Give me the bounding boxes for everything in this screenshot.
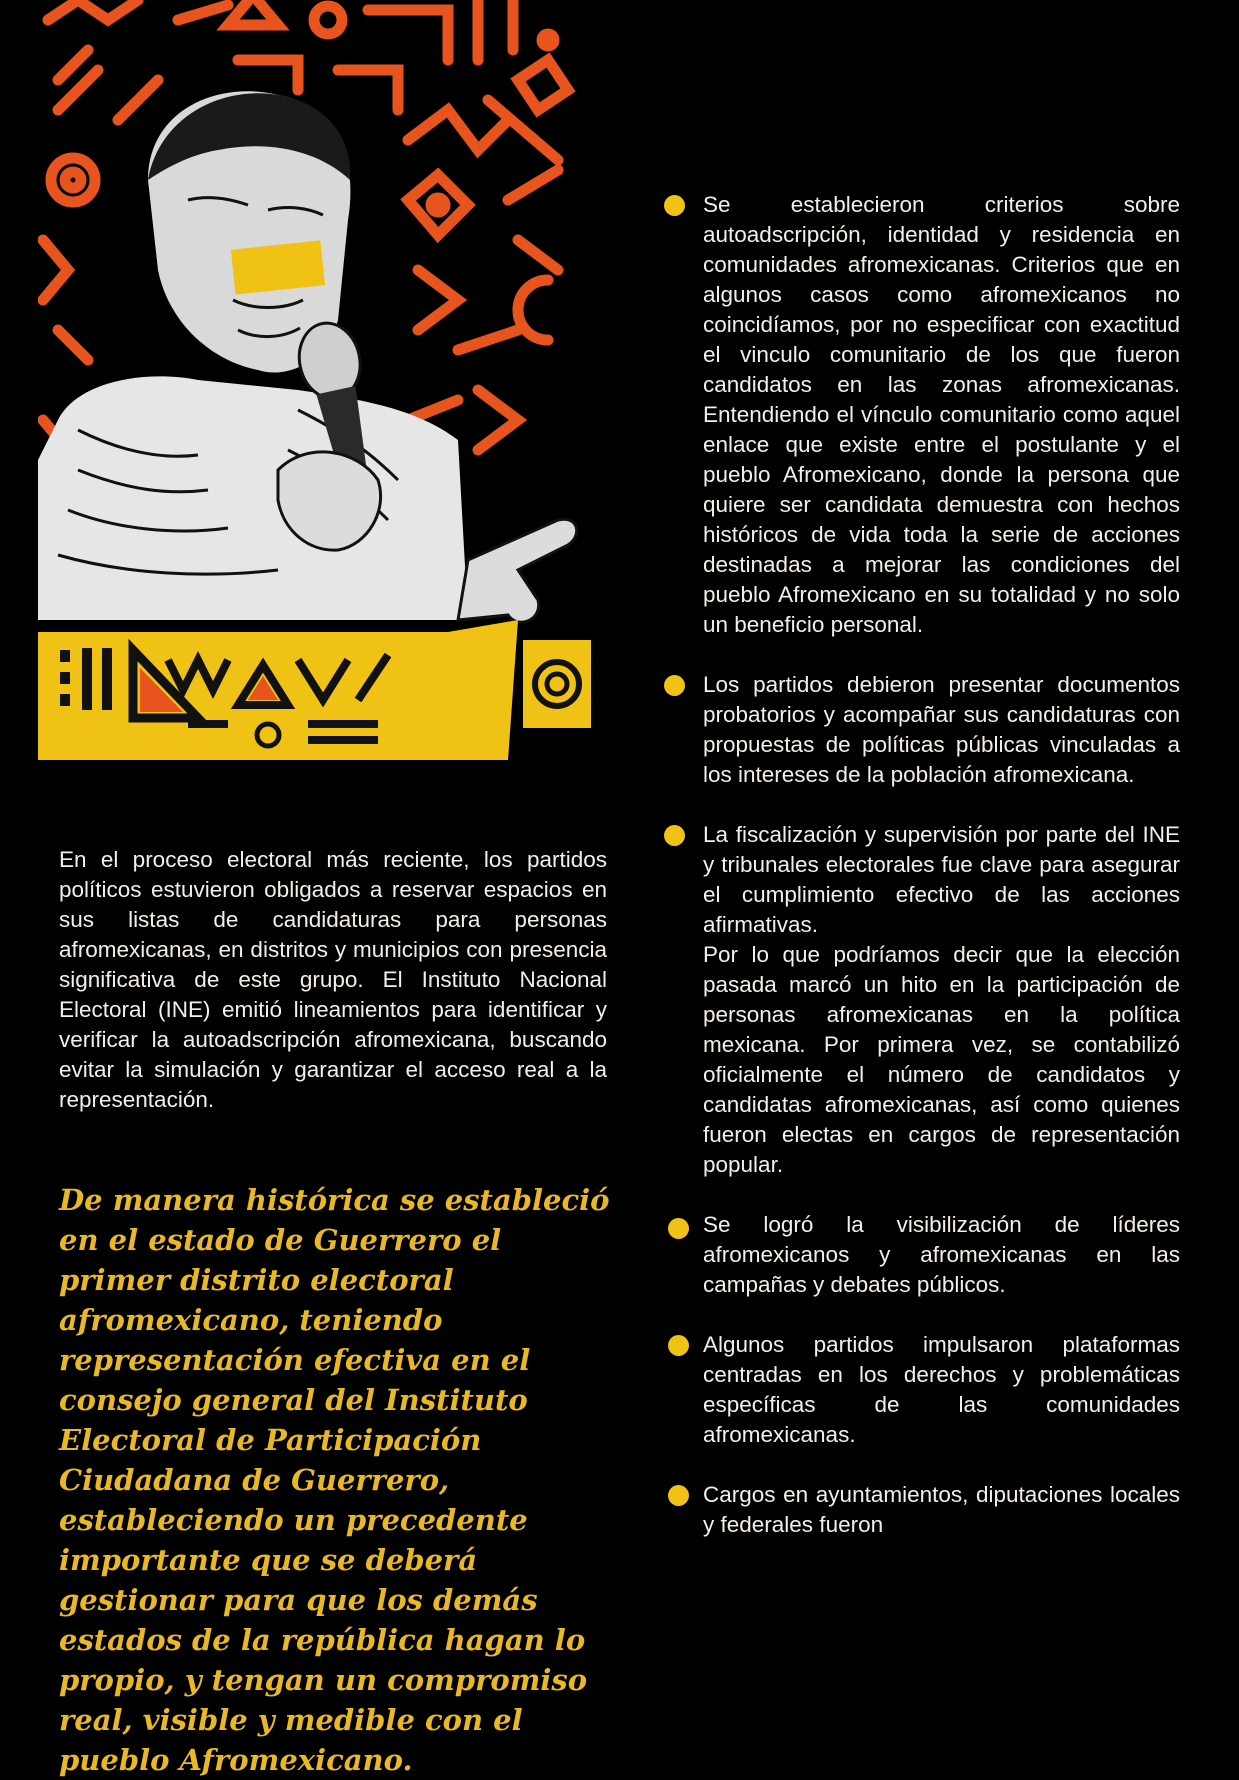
list-item [660, 1480, 1180, 1540]
list-item [660, 1330, 1180, 1450]
bullet-text: Se logró la visibilización de líderes afromexicanos y afromexicanas en las campañas y debates públicos. [703, 1212, 1180, 1297]
bullet-continuation-text: Por lo que podríamos decir que la elección pasada marcó un hito en la participación de personas afromexicanas en la política mexicana. Por primera vez, se contabilizó oficialmente el número de candidatos y candidatas afromexicanas, así como quienes fueron electas en cargos de representación popular. [703, 942, 1180, 1177]
bullet-list [660, 190, 1180, 1540]
bullet-dot-icon [668, 1218, 689, 1239]
bullet-text: Algunos partidos impulsaron plataformas centradas en los derechos y problemáticas específicas de las comunidades afromexicanas. [703, 1332, 1180, 1447]
bullet-dot-icon [664, 195, 685, 216]
speaker-portrait-icon [38, 0, 604, 762]
bullet-text: Los partidos debieron presentar documentos probatorios y acompañar sus candidaturas con propuestas de políticas públicas vinculadas a los intereses de la población afromexicana. [703, 672, 1180, 787]
bullet-dot-icon [664, 675, 685, 696]
list-item [660, 820, 1180, 1180]
bullet-text: Se establecieron criterios sobre autoadscripción, identidad y residencia en comunidades afromexicanas. Criterios que en algunos casos como afromexicanos no coincidíamos, por no especificar con exactitud el vinculo comunitario de los que fueron candidatos en las zonas afromexicanas. Entendiendo el vínculo comunitario como aquel enlace que existe entre el postulante y el pueblo Afromexicano, donde la persona que quiere ser candidata demuestra con hechos históricos de vida toda la serie de acciones destinadas a mejorar las condiciones del pueblo Afromexicano en su totalidad y no solo un beneficio personal. [703, 192, 1180, 637]
list-item [660, 190, 1180, 640]
bullet-dot-icon [664, 825, 685, 846]
highlight-quote: De manera histórica se estableció en el estado de Guerrero el primer distrito electoral afromexicano, teniendo representación efectiva en el consejo general del Instituto Electoral de Participación Ciudadana de Guerrero, estableciendo un precedente importante que se deberá gestionar para que los demás estados de la república hagan lo propio, y tengan un compromiso real, visible y medible con el pueblo Afromexicano. [59, 1183, 610, 1777]
bullet-dot-icon [668, 1335, 689, 1356]
list-item [660, 1210, 1180, 1300]
yellow-banner [38, 620, 591, 760]
intro-paragraph: En el proceso electoral más reciente, los partidos políticos estuvieron obligados a reservar espacios en sus listas de candidaturas para personas afromexicanas, en distritos y municipios con presencia significativa de este grupo. El Instituto Nacional Electoral (INE) emitió lineamientos para identificar y verificar la autoadscripción afromexicana, buscando evitar la simulación y garantizar el acceso real a la representación. [59, 847, 607, 1112]
bullet-text: Cargos en ayuntamientos, diputaciones locales y federales fueron [703, 1482, 1180, 1537]
list-item [660, 670, 1180, 790]
bullet-text: La fiscalización y supervisión por parte del INE y tribunales electorales fue clave para asegurar el cumplimiento efectivo de las acciones afirmativas. [703, 822, 1180, 937]
speaker-illustration [38, 0, 604, 762]
bullet-dot-icon [668, 1485, 689, 1506]
